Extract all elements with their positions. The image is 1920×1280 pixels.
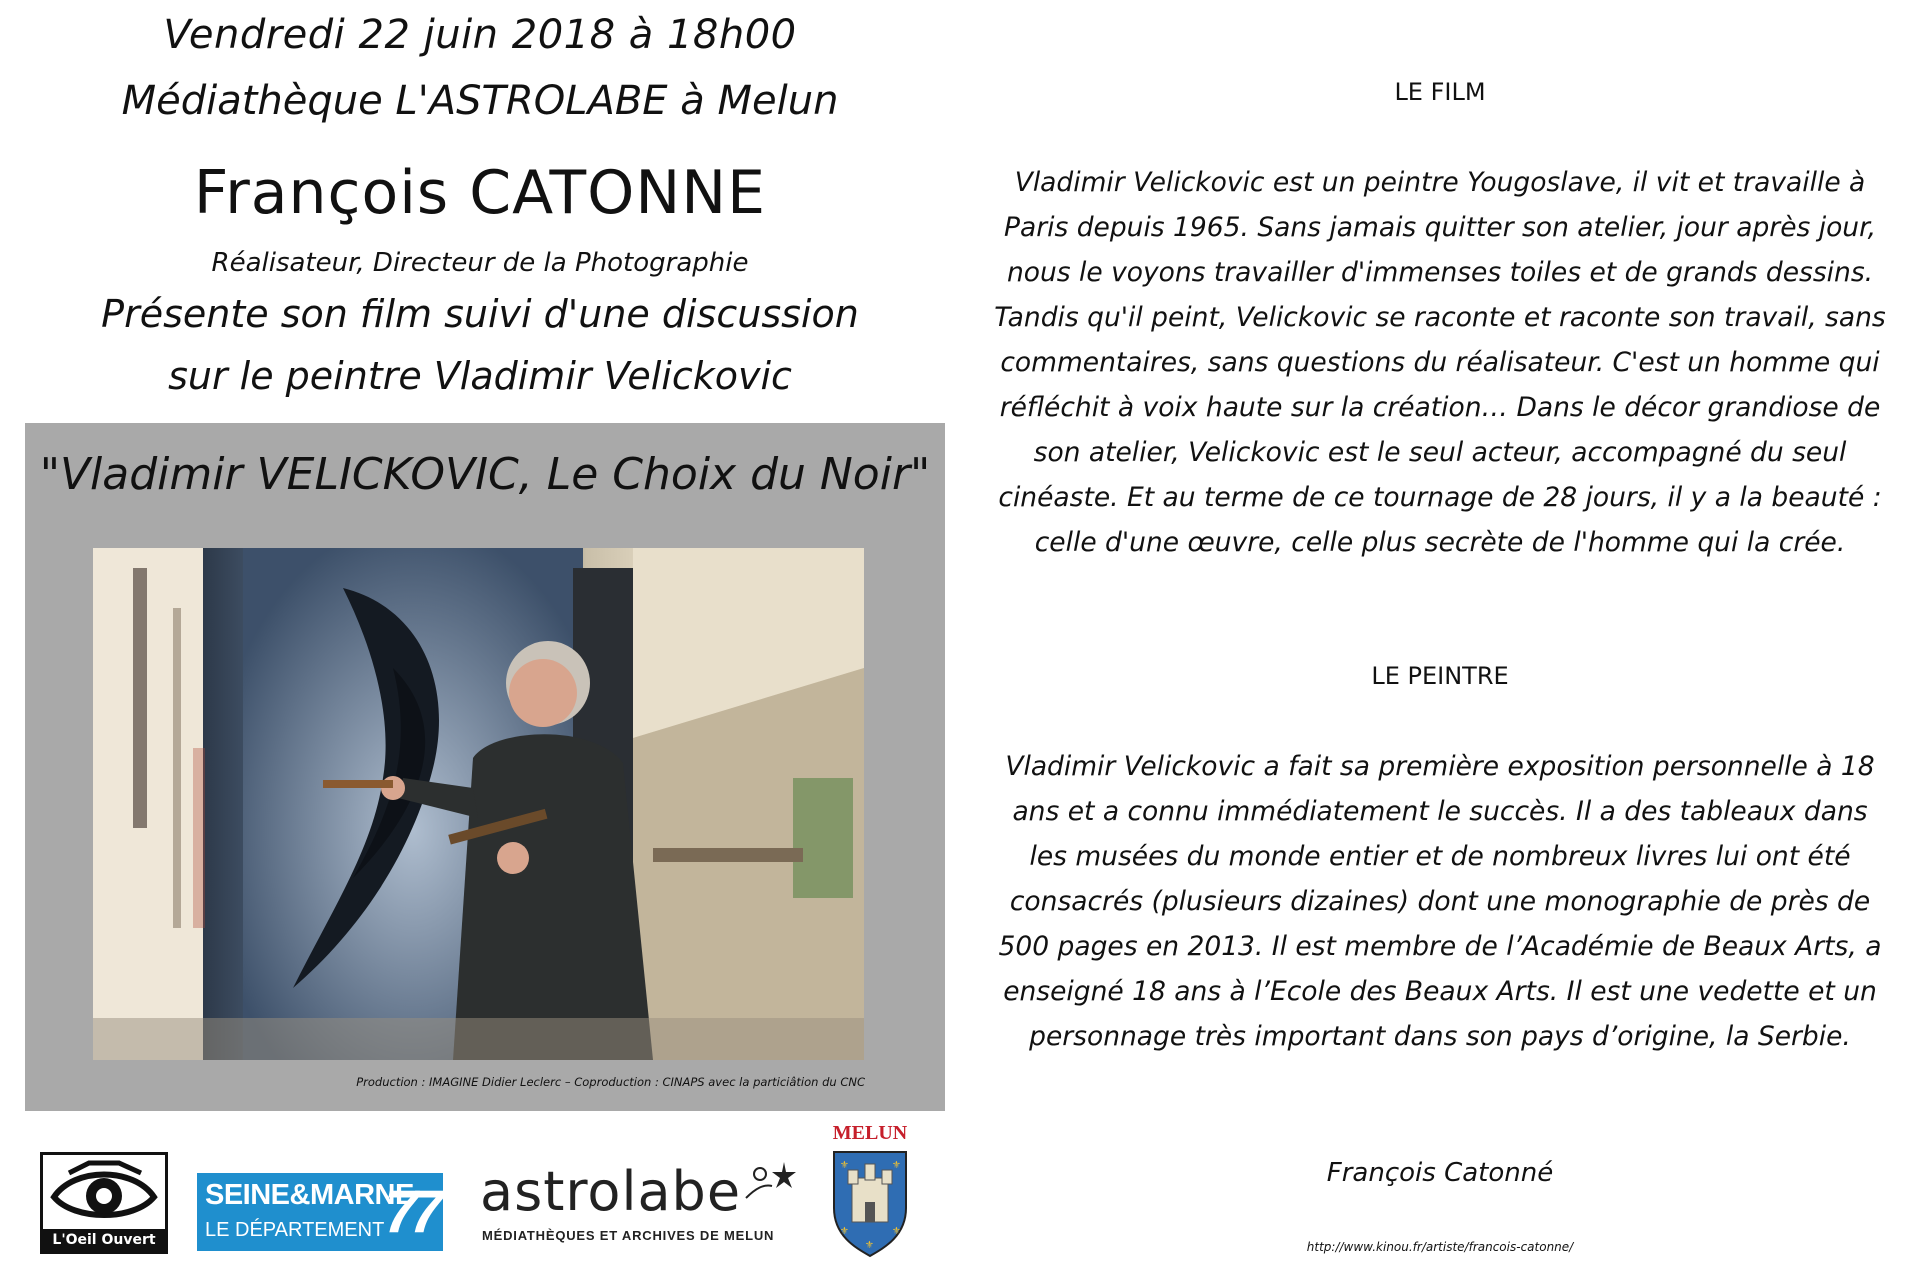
seine-number: 77 [384,1178,435,1245]
astrolabe-logo [480,1158,800,1258]
eye-icon [49,1159,159,1229]
source-url: http://www.kinou.fr/artiste/francois-catonne/ [1306,1240,1574,1254]
film-still-photo [93,548,864,1060]
painter-in-studio-illustration [93,548,864,1060]
melun-logo [822,1122,918,1262]
seine-et-marne-logo [197,1173,443,1251]
seine-title: SEINE&MARNE [205,1179,414,1211]
event-venue: Médiathèque L'ASTROLABE à Melun [121,78,839,124]
film-heading: LE FILM [1394,78,1486,106]
presents-line-1: Présente son film suivi d'une discussion [101,292,859,336]
film-title: "Vladimir VELICKOVIC, Le Choix du Noir" [39,449,931,500]
svg-text:⚜: ⚜ [865,1240,874,1251]
painter-heading: LE PEINTRE [1371,662,1509,690]
painter-paragraph: Vladimir Velickovic a fait sa première exposition personnelle à 18 ans et a connu immédiatement le succès. Il a des tableaux dans les musées du monde entier et de nombreux livres lui ont été consacrés (plusieurs dizaines) dont une monographie de près de 500 pages en 2013. Il est membre de l’Académie de Beaux Arts, a enseigné 18 ans à l’Ecole des Beaux Arts. Il est une vedette et un personnage très important dans son pays d’origine, la Serbie. [998,751,1882,1052]
svg-text:⚜: ⚜ [892,1160,901,1171]
oeil-ouvert-label: L'Oeil Ouvert [43,1229,165,1251]
event-date: Vendredi 22 juin 2018 à 18h00 [163,12,797,58]
director-role: Réalisateur, Directeur de la Photographie [211,248,749,278]
film-poster-box [25,423,945,1111]
melun-coat-of-arms-icon [830,1148,910,1258]
film-paragraph: Vladimir Velickovic est un peintre Yougoslave, il vit et travaille à Paris depuis 1965. Sans jamais quitter son atelier, jour après jour, nous le voyons travailler d'immenses toiles et de grands dessins. Tandis qu'il peint, Velickovic se raconte et raconte son travail, sans commentaires, sans questions du réalisateur. C'est un homme qui réfléchit à voix haute sur la création… Dans le décor grandiose de son atelier, Velickovic est le seul acteur, accompagné du seul cinéaste. Et au terme de ce tournage de 28 jours, il y a la beauté : celle d'une œuvre, celle plus secrète de l'homme qui la crée. [994,167,1886,558]
svg-text:⚜: ⚜ [892,1226,901,1237]
svg-text:⚜: ⚜ [840,1226,849,1237]
signature: François Catonné [1326,1158,1554,1188]
director-name: François CATONNE [193,158,767,228]
flower-star-icon [742,1158,798,1208]
astrolabe-subtitle: MÉDIATHÈQUES ET ARCHIVES DE MELUN [482,1228,775,1243]
melun-label: MELUN [832,1122,908,1144]
svg-text:⚜: ⚜ [840,1160,849,1171]
presents-line-2: sur le peintre Vladimir Velickovic [168,354,792,398]
seine-subtitle: LE DÉPARTEMENT [205,1219,385,1241]
astrolabe-wordmark: astrolabe [480,1160,742,1223]
flyer-right-column [960,0,1920,1280]
production-credits: Production : IMAGINE Didier Leclerc – Coproduction : CINAPS avec la particiâtion du CNC [356,1075,865,1089]
oeil-ouvert-logo [40,1152,168,1254]
